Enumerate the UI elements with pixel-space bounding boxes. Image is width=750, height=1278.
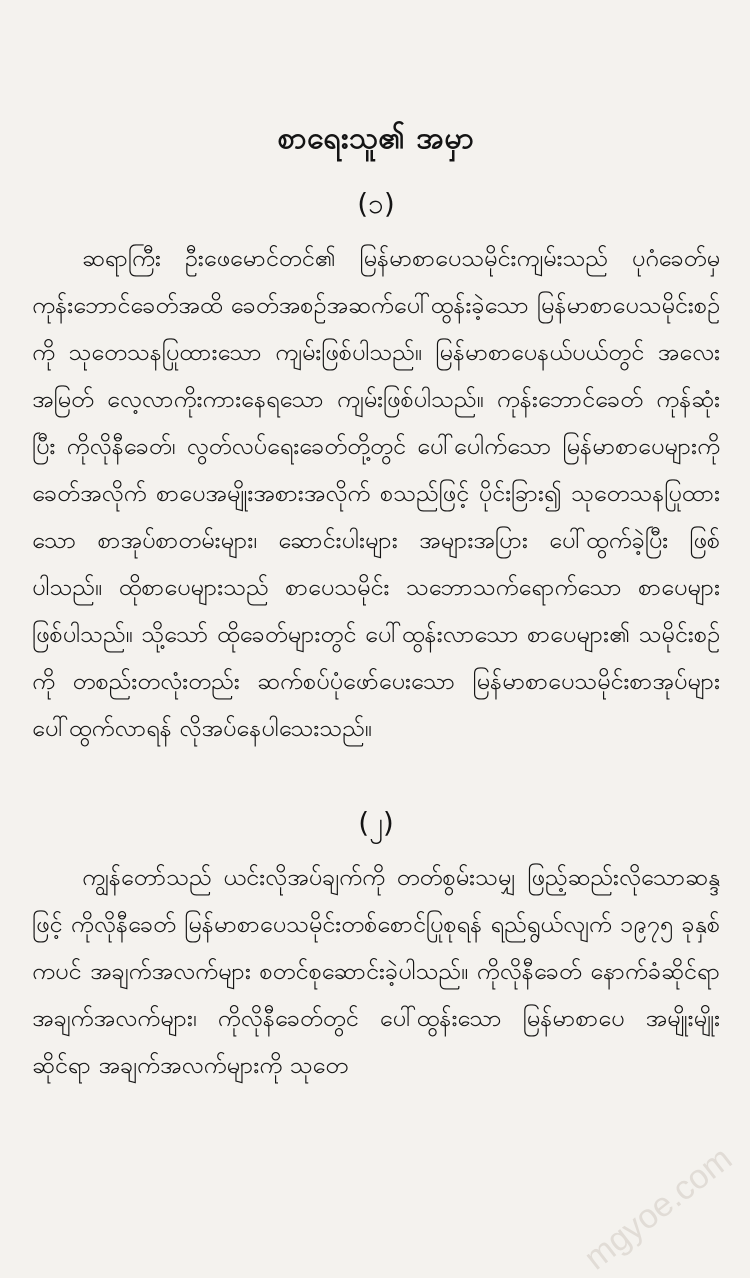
section-2-paragraph: ကျွန်တော်သည် ယင်းလိုအပ်ချက်ကို တတ်စွမ်းသမျှ ဖြည့်ဆည်းလိုသောဆန္ဒဖြင့် ကိုလိုနီခေတ် မြန်မာစာပေသမိုင်းတစ်စောင်ပြုစုရန် ရည်ရွယ်လျက် ၁၉၇၅ ခုနှစ်ကပင် အချက်အလက်များ စတင်စုဆောင်းခဲ့ပါသည်။ ကိုလိုနီခေတ် နောက်ခံဆိုင်ရာ အချက်အလက်များ၊ ကိုလိုနီခေတ်တွင် ပေါ်ထွန်းသော မြန်မာစာပေ အမျိုးမျိုးဆိုင်ရာ အချက်အလက်များကို သုတေ: [32, 863, 720, 1079]
section-gap: [32, 752, 720, 804]
section-number-2: (၂): [358, 806, 394, 839]
section-1-paragraph: ဆရာကြီး ဦးဖေမောင်တင်၏ မြန်မာစာပေသမိုင်းကျမ်းသည် ပုဂံခေတ်မှ ကုန်းဘောင်ခေတ်အထိ ခေတ်အစဉ်အဆက်ပေါ်ထွန်းခဲ့သော မြန်မာစာပေသမိုင်းစဉ်ကို သုတေသနပြုထားသော ကျမ်းဖြစ်ပါသည်။ မြန်မာစာပေနယ်ပယ်တွင် အလေးအမြတ် လေ့လာကိုးကားနေရသော ကျမ်းဖြစ်ပါသည်။ ကုန်းဘောင်ခေတ် ကုန်ဆုံးပြီး ကိုလိုနီခေတ်၊ လွတ်လပ်ရေးခေတ်တို့တွင် ပေါ်ပေါက်သော မြန်မာစာပေများကို ခေတ်အလိုက် စာပေအမျိုးအစားအလိုက် စသည်ဖြင့် ပိုင်းခြား၍ သုတေသနပြုထားသော စာအုပ်စာတမ်းများ၊ ဆောင်းပါးများ အများအပြား ပေါ်ထွက်ခဲ့ပြီး ဖြစ်ပါသည်။ ထိုစာပေများသည် စာပေသမိုင်း သဘောသက်ရောက်သော စာပေများ ဖြစ်ပါသည်။ သို့သော် ထိုခေတ်များတွင် ပေါ်ထွန်းလာသော စာပေများ၏ သမိုင်းစဉ်ကို တစည်းတလုံးတည်း ဆက်စပ်ပုံဖော်ပေးသော မြန်မာစာပေသမိုင်းစာအုပ်များ ပေါ်ထွက်လာရန် လိုအပ်နေပါသေးသည်။: [32, 244, 720, 742]
page-title: စာရေးသူ၏ အမှာ: [277, 121, 475, 156]
watermark: mgyoe.com: [577, 1139, 740, 1278]
section-number-1: (၁): [357, 187, 395, 220]
